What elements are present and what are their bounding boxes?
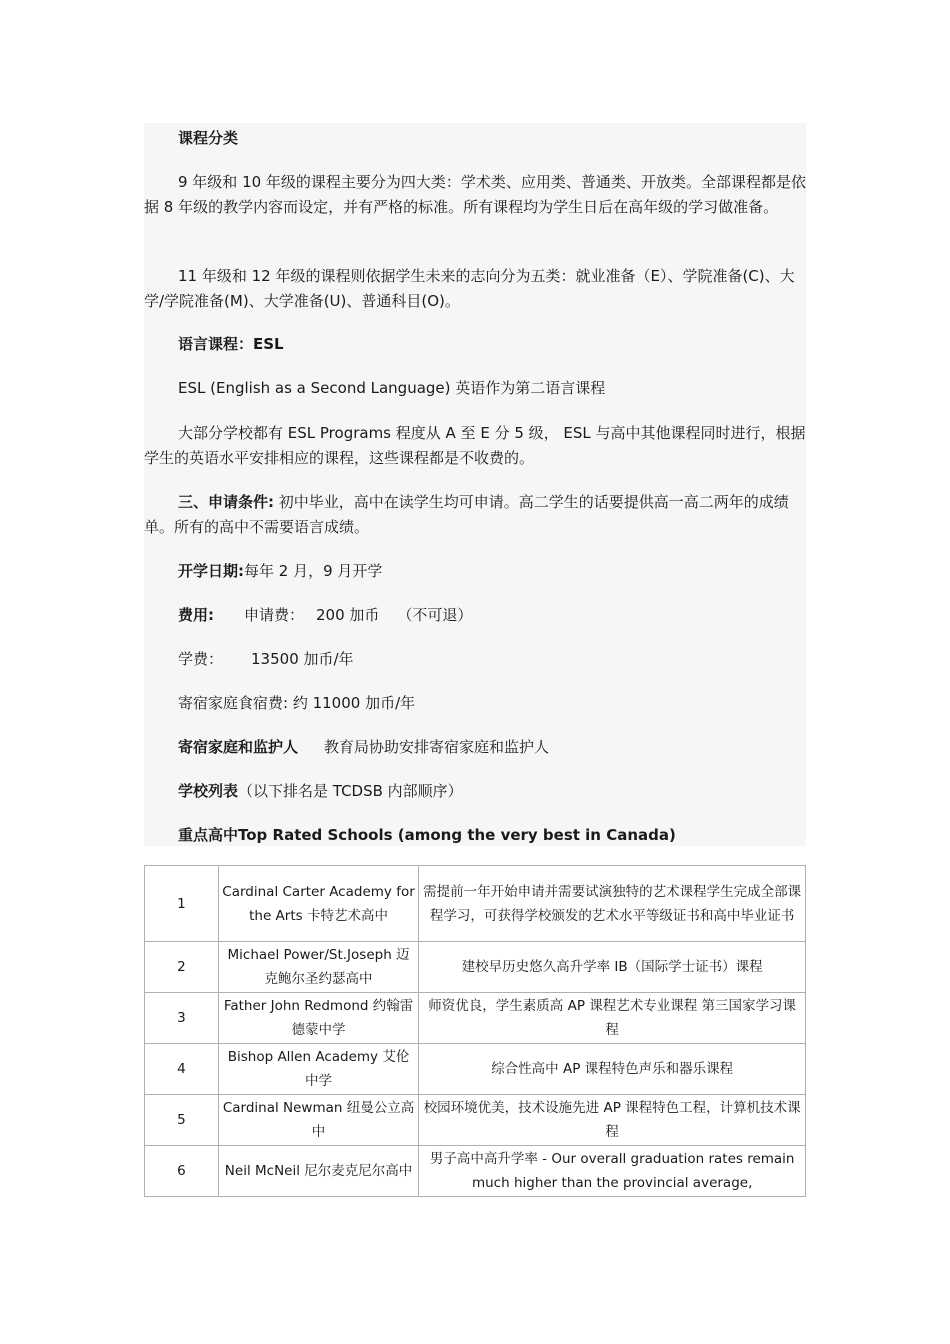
start-date-label: 开学日期: — [178, 562, 244, 580]
top-schools-heading — [144, 823, 806, 848]
grade-9-10-paragraph: 9 年级和 10 年级的课程主要分为四大类：学术类、应用类、普通类、开放类。全部课程都是依据 8 年级的教学内容而设定，并有严格的标准。所有课程均为学生日后在高年级的学习做准备。 — [144, 173, 806, 216]
school-description: 师资优良，学生素质高 AP 课程艺术专业课程 第三国家学习课程 — [419, 993, 806, 1044]
esl-description: 大部分学校都有 ESL Programs 程度从 A 至 E 分 5 级， ESL 与高中其他课程同时进行，根据学生的英语水平安排相应的课程，这些课程都是不收费的。 — [144, 424, 806, 467]
school-description: 需提前一年开始申请并需要试演独特的艺术课程学生完成全部课程学习，可获得学校颁发的艺术水平等级证书和高中毕业证书 — [419, 866, 806, 942]
school-rank: 1 — [145, 866, 219, 942]
school-description: 男子高中高升学率 - Our overall graduation rates remain much higher than the provincial average, — [419, 1146, 806, 1197]
top-schools-label-cn: 重点高中 — [178, 826, 239, 844]
esl-definition: ESL (English as a Second Language) 英语作为第二语言课程 — [178, 379, 606, 397]
school-list-line — [144, 779, 806, 804]
table-row — [145, 1044, 806, 1095]
tuition-label: 学费： — [178, 650, 224, 668]
application-text: 初中毕业，高中在读学生均可申请。高二学生的话要提供高一高二两年的成绩单。所有的高中不需要语言成绩。 — [144, 493, 789, 536]
school-rank: 2 — [145, 942, 219, 993]
homestay-guardian-line — [144, 735, 806, 760]
homestay-guardian-label: 寄宿家庭和监护人 — [178, 738, 299, 756]
school-name: Cardinal Newman 纽曼公立高中 — [218, 1095, 419, 1146]
school-list-note: （以下排名是 TCDSB 内部顺序） — [238, 782, 463, 800]
school-name: Father John Redmond 约翰雷德蒙中学 — [218, 993, 419, 1044]
table-row — [145, 1146, 806, 1197]
homestay-fee: 寄宿家庭食宿费: 约 11000 加币/年 — [178, 694, 416, 712]
school-name: Michael Power/St.Joseph 迈克鲍尔圣约瑟高中 — [218, 942, 419, 993]
school-name: Neil McNeil 尼尔麦克尼尔高中 — [218, 1146, 419, 1197]
application-fee-note: （不可退） — [397, 606, 473, 624]
fees-line — [144, 603, 806, 628]
table-row — [145, 942, 806, 993]
school-rank: 6 — [145, 1146, 219, 1197]
top-schools-label-en: Top Rated Schools (among the very best in Canada) — [238, 826, 676, 844]
school-rank: 3 — [145, 993, 219, 1044]
school-rank: 5 — [145, 1095, 219, 1146]
school-rank: 4 — [145, 1044, 219, 1095]
start-date-text: 每年 2 月，9 月开学 — [244, 562, 383, 580]
grade-11-12-paragraph: 11 年级和 12 年级的课程则依据学生未来的志向分为五类：就业准备（E）、学院准备(C)、大学/学院准备(M)、大学准备(U)、普通科目(O)。 — [144, 267, 795, 310]
table-row — [145, 866, 806, 942]
application-label: 三、申请条件: — [178, 493, 274, 511]
homestay-guardian-text: 教育局协助安排寄宿家庭和监护人 — [324, 738, 550, 756]
school-name: Bishop Allen Academy 艾伦中学 — [218, 1044, 419, 1095]
school-list-label: 学校列表 — [178, 782, 239, 800]
course-classification-heading: 课程分类 — [178, 129, 239, 147]
school-description: 建校早历史悠久高升学率 IB（国际学士证书）课程 — [419, 942, 806, 993]
application-fee-label: 申请费： — [244, 606, 305, 624]
application-conditions — [144, 490, 806, 540]
fees-label: 费用: — [178, 606, 214, 624]
school-description: 校园环境优美，技术设施先进 AP 课程特色工程，计算机技术课程 — [419, 1095, 806, 1146]
table-row — [145, 1095, 806, 1146]
language-courses-heading: 语言课程：ESL — [178, 335, 284, 353]
tuition-value: 13500 加币/年 — [251, 650, 354, 668]
school-description: 综合性高中 AP 课程特色声乐和器乐课程 — [419, 1044, 806, 1095]
application-fee-value: 200 加币 — [316, 606, 380, 624]
school-name: Cardinal Carter Academy for the Arts 卡特艺术高中 — [218, 866, 419, 942]
schools-table — [144, 865, 806, 1197]
tuition-line — [144, 647, 806, 672]
table-row — [145, 993, 806, 1044]
start-date — [144, 559, 806, 584]
